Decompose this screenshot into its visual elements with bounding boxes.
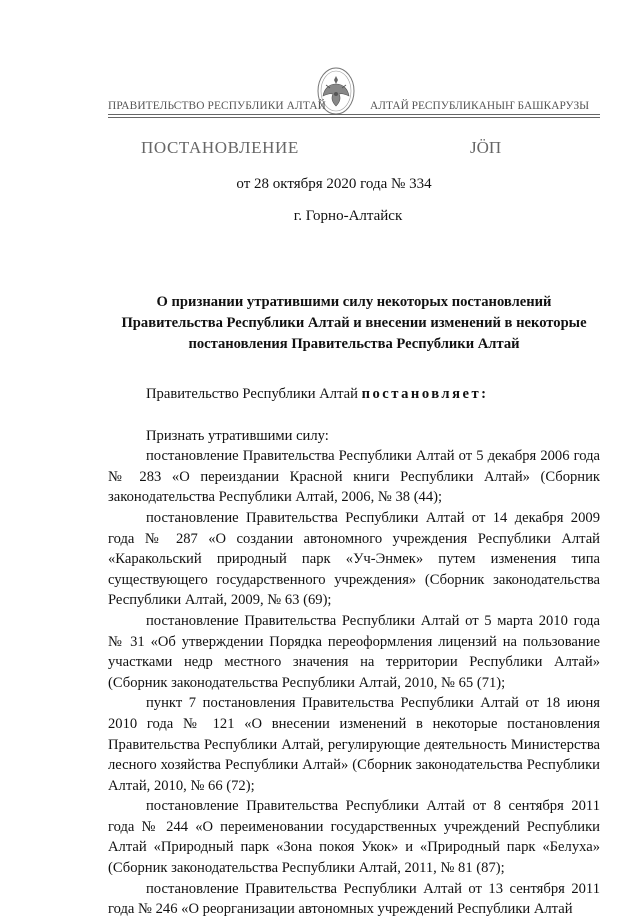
government-name-russian: ПРАВИТЕЛЬСТВО РЕСПУБЛИКИ АЛТАЙ (108, 100, 326, 112)
government-name-altai: АЛТАЙ РЕСПУБЛИКАНЫҤ БАШКАРУЗЫ (370, 100, 590, 112)
heading-line: постановления Правительства Республики Алтай (188, 336, 520, 352)
document-city: г. Горно-Алтайск (293, 208, 403, 224)
paragraph: пункт 7 постановления Правительства Республики Алтай от 18 июня 2010 года № 121 «О внесении изменений в некоторые постановления Правительства Республики Алтай, регулирующие деятельность Министерства лесного хозяйства Республики Алтай» (Сборник законодательства Республики Алтай, 2010, № 66 (72); (108, 695, 600, 794)
document-date-number: от 28 октября 2020 года № 334 (236, 176, 432, 192)
paragraph: постановление Правительства Республики Алтай от 5 декабря 2006 года № 283 «О переиздании Красной книги Республики Алтай» (Сборник законодательства Республики Алтай, 2006, № 38 (44); (108, 448, 600, 506)
paragraph: постановление Правительства Республики Алтай от 13 сентября 2011 года № 246 «О реорганизации автономных учреждений Республики Алтай (108, 880, 600, 918)
heading-line: Правительства Республики Алтай и внесении изменений в некоторые (121, 315, 587, 331)
heading-line: О признании утратившими силу некоторых постановлений (156, 294, 552, 310)
paragraph: постановление Правительства Республики Алтай от 8 сентября 2011 года № 244 «О переименовании государственных учреждений Республики Алтай «Природный парк «Зона покоя Укок» и «Природный парк «Белуха» (Сборник законодательства Республики Алтай, 2011, № 81 (87); (108, 798, 600, 877)
paragraph: постановление Правительства Республики Алтай от 5 марта 2010 года № 31 «Об утверждении Порядка переоформления лицензий на пользование участками недр местного значения на территории Республики Алтай» (Сборник законодательства Республики Алтай, 2010, № 65 (71); (108, 612, 600, 691)
document-body (108, 384, 600, 920)
paragraph: постановление Правительства Республики Алтай от 14 декабря 2009 года № 287 «О создании автономного учреждения Республики Алтай «Каракольский природный парк «Уч-Энмек» путем изменения типа существующего государственного учреждения» (Сборник законодательства Республики Алтай, 2009, № 63 (69); (108, 509, 600, 609)
decree-verb: постановляет: (361, 386, 489, 402)
decree-lead: Правительство Республики Алтай (146, 386, 362, 402)
header-rule-top (108, 114, 600, 115)
document-type-russian: ПОСТАНОВЛЕНИЕ (141, 138, 299, 157)
header-rule-bottom (108, 117, 600, 118)
document-heading (108, 292, 600, 355)
paragraph: Признать утратившими силу: (146, 427, 329, 444)
document-type-altai: ЈӦП (470, 138, 502, 157)
decree-line (108, 384, 600, 405)
